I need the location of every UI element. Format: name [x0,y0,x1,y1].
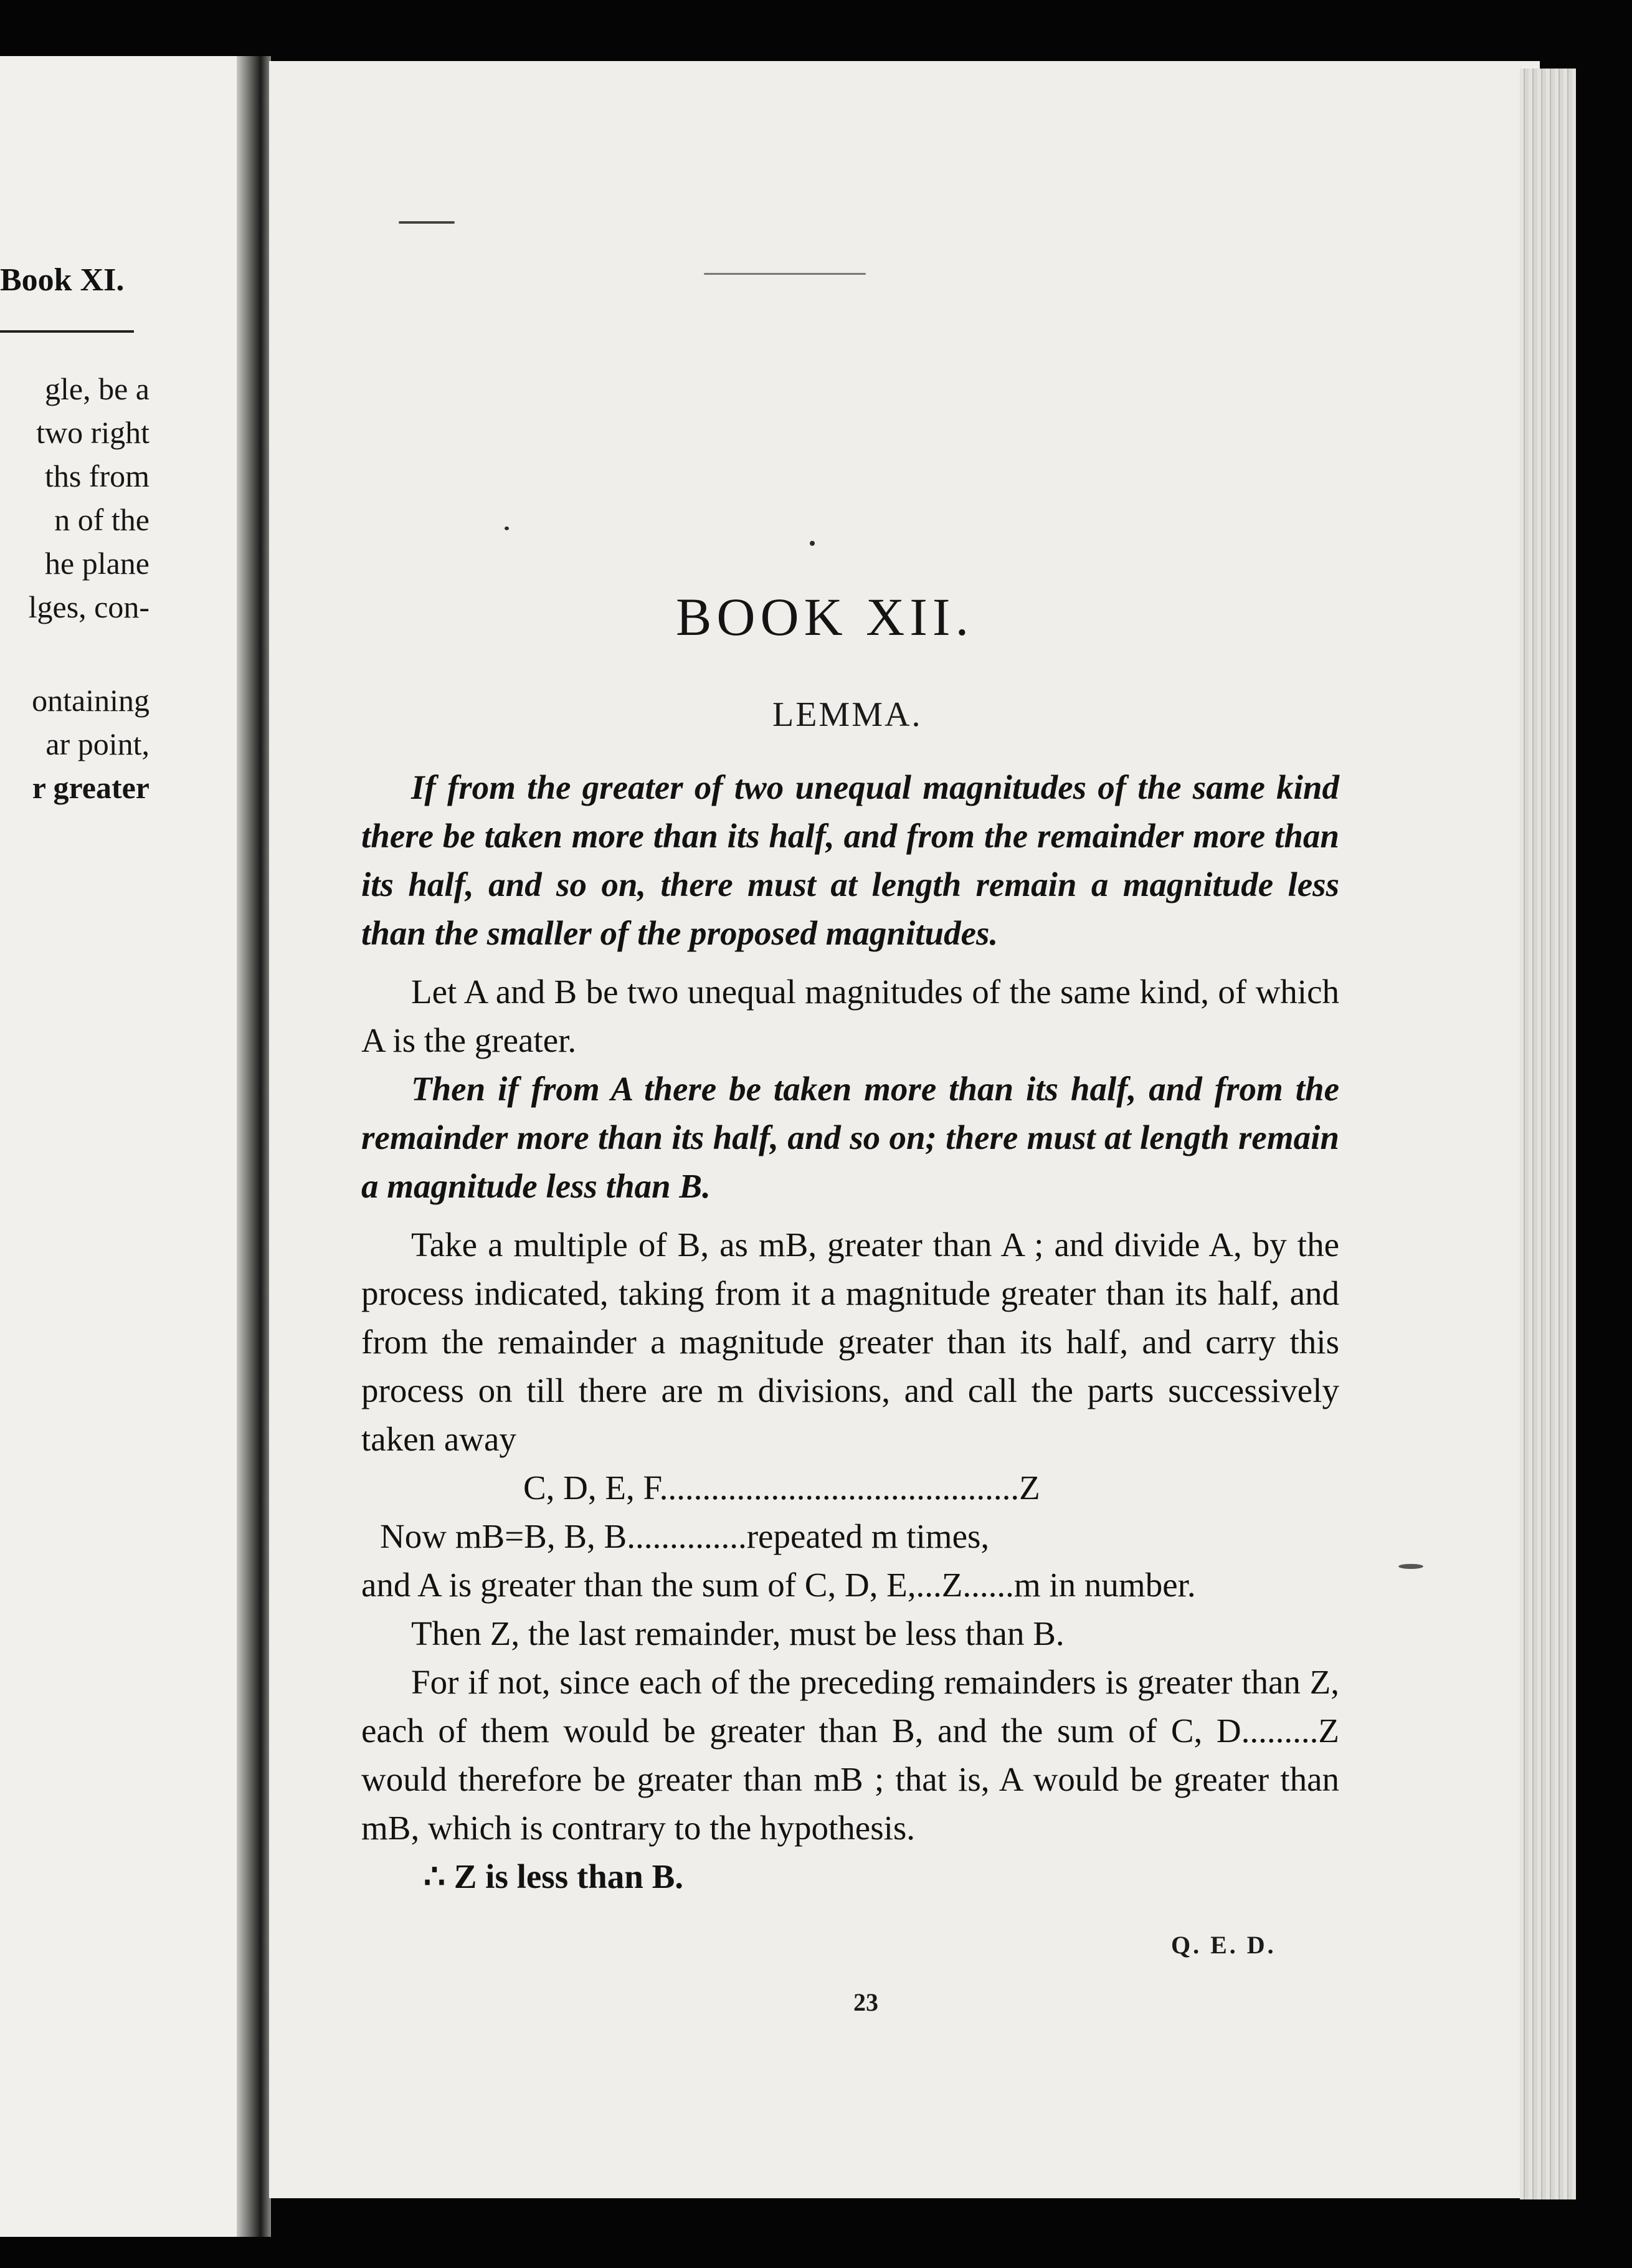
parts-line: C, D, E, F..........................................Z [523,1469,1040,1507]
qed-mark: Q. E. D. [1171,1931,1276,1959]
left-page [0,56,249,2237]
left-page-rule [0,330,134,333]
ink-speck [810,541,815,546]
main-text [361,763,1339,1901]
page-edge [1520,69,1576,2199]
left-page-line: ths from [44,459,149,493]
left-page-line: gle, be a [45,371,149,406]
left-page-line: r greater [32,770,149,805]
setup-paragraph: Let A and B be two unequal magnitudes of the same kind, of which A is the greater. [361,973,1339,1059]
left-page-line: two right [36,415,149,450]
proof-paragraph: For if not, since each of the preceding remainders is greater than Z, each of them would be greater than B, and the sum of C, D.........Z would therefore be greater than mB ; that is, A would be greater than mB, which is contrary to the hypothesis. [361,1663,1339,1847]
book-gutter [237,56,271,2237]
ink-speck [505,526,509,530]
sum-line: and A is greater than the sum of C, D, E,...Z......m in number. [361,1566,1196,1604]
left-page-line: n of the [54,502,149,537]
ink-speck [1398,1564,1423,1569]
book-title: BOOK XII. [676,587,974,647]
left-page-line: lges, con- [28,589,149,624]
left-page-header: Book XI. [0,262,125,298]
left-page-line: he plane [45,546,149,581]
enunciation: If from the greater of two unequal magnitudes of the same kind there be taken more than its half, and from the remainder more than its half, and so on, there must at length remain a magnitude less than the smaller of the proposed magnitudes. [361,768,1339,952]
claim-paragraph: Then if from A there be taken more than its half, and from the remainder more than its half, and so on; there must at length remain a magnitude less than B. [361,1070,1339,1205]
left-page-line: ar point, [45,727,149,761]
then-line: Then Z, the last remainder, must be less than B. [411,1614,1065,1652]
ink-speck [704,273,866,275]
lemma-title: LEMMA. [772,695,923,734]
conclusion-line: ∴ Z is less than B. [424,1857,684,1895]
page-number: 23 [853,1988,878,2016]
construction-paragraph: Take a multiple of B, as mB, greater than A ; and divide A, by the process indicated, taking from it a magnitude greater than its half, and from the remainder a magnitude greater than its half, and carry this process on till there are m divisions, and call the parts successively taken away [361,1226,1339,1458]
left-page-line: ontaining [32,683,149,718]
now-line: Now mB=B, B, B..............repeated m times, [380,1517,990,1555]
ink-speck [399,221,455,224]
